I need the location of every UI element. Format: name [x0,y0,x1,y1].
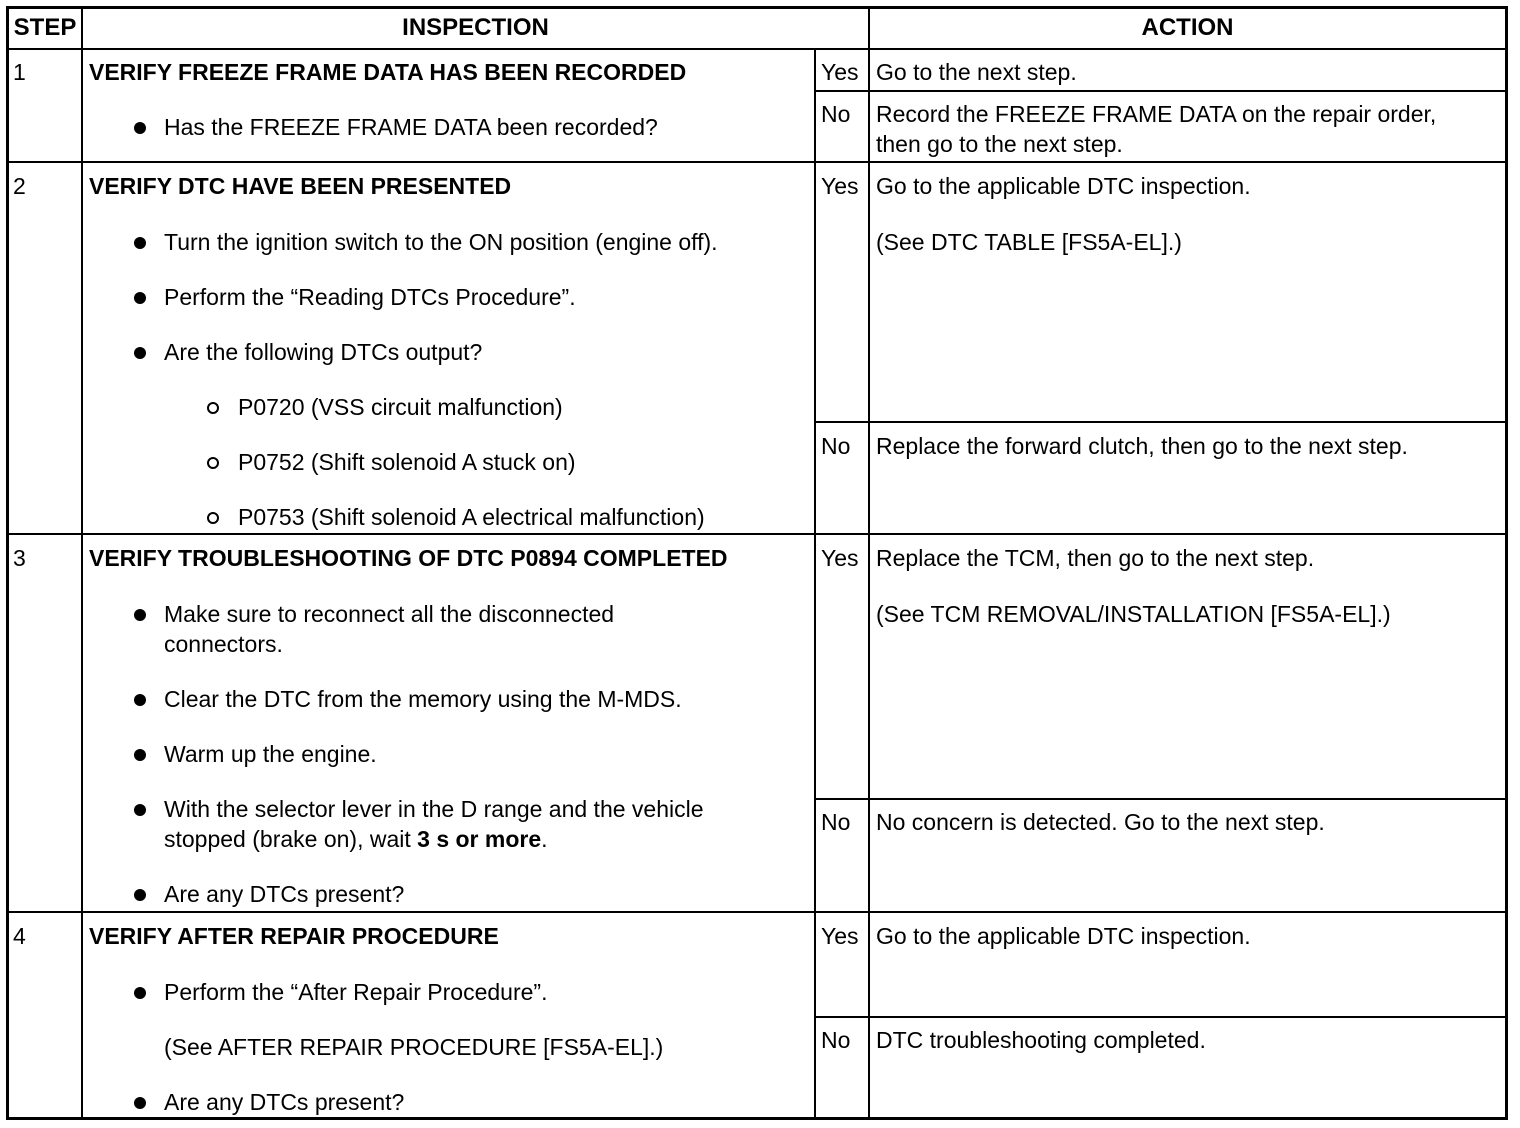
header-divider [9,48,1505,50]
yes-label: Yes [821,545,859,571]
step1-yes-no-divider [814,90,1505,92]
dtc-troubleshooting-table [6,6,1508,1120]
step-title: VERIFY TROUBLESHOOTING OF DTC P0894 COMPLETED [89,545,728,571]
no-label: No [821,809,851,835]
step-number: 1 [13,59,26,85]
no-label: No [821,101,851,127]
no-action-line: Record the FREEZE FRAME DATA on the repair order, [876,101,1437,127]
no-label: No [821,1027,851,1053]
step-number: 4 [13,923,26,949]
header-step: STEP [13,14,77,41]
inspection-item-line [164,824,548,854]
wait-time-emphasis: 3 s or more [417,826,542,852]
yes-action: Go to the next step. [876,59,1077,85]
col-divider-inspection [814,49,816,1117]
bullet-icon [134,749,146,761]
inspection-item: Perform the “After Repair Procedure”. [164,979,548,1005]
row-divider-3 [9,911,1505,913]
circle-bullet-icon [207,402,219,414]
no-action: No concern is detected. Go to the next step. [876,809,1325,835]
bullet-icon [134,987,146,999]
step-title: VERIFY AFTER REPAIR PROCEDURE [89,923,499,949]
inspection-item-line: Make sure to reconnect all the disconnected [164,601,615,627]
step-number: 2 [13,173,26,199]
inspection-item: Are the following DTCs output? [164,339,483,365]
bullet-icon [134,292,146,304]
yes-label: Yes [821,59,859,85]
inspection-item: Perform the “Reading DTCs Procedure”. [164,284,576,310]
bullet-icon [134,889,146,901]
dtc-subitem: P0720 (VSS circuit malfunction) [238,394,563,420]
inspection-item: Clear the DTC from the memory using the M-MDS. [164,686,682,712]
yes-reference: (See DTC TABLE [FS5A-EL].) [876,229,1182,255]
step3-yes-no-divider [814,798,1505,800]
inspection-item: Turn the ignition switch to the ON position (engine off). [164,229,718,255]
bullet-icon [134,347,146,359]
step-number: 3 [13,545,26,571]
yes-action: Go to the applicable DTC inspection. [876,923,1251,949]
yes-label: Yes [821,923,859,949]
inspection-item-text: stopped (brake on), wait [164,826,418,852]
step4-yes-no-divider [814,1016,1505,1018]
bullet-icon [134,1097,146,1109]
dtc-subitem: P0753 (Shift solenoid A electrical malfunction) [238,504,705,530]
header-action: ACTION [1141,14,1234,41]
bullet-icon [134,694,146,706]
col-divider-step [81,9,83,1117]
no-action: DTC troubleshooting completed. [876,1027,1206,1053]
col-divider-yesno [868,9,870,1117]
no-label: No [821,433,851,459]
no-action: Replace the forward clutch, then go to the next step. [876,433,1408,459]
inspection-item: Warm up the engine. [164,741,377,767]
inspection-item: Has the FREEZE FRAME DATA been recorded? [164,114,658,140]
step2-yes-no-divider [814,421,1505,423]
bullet-icon [134,609,146,621]
row-divider-2 [9,533,1505,535]
yes-action: Go to the applicable DTC inspection. [876,173,1251,199]
yes-reference: (See TCM REMOVAL/INSTALLATION [FS5A-EL].) [876,601,1391,627]
inspection-item-text: . [541,826,548,852]
yes-action: Replace the TCM, then go to the next step. [876,545,1315,571]
row-divider-1 [9,161,1505,163]
bullet-icon [134,122,146,134]
circle-bullet-icon [207,512,219,524]
inspection-item-line: With the selector lever in the D range and the vehicle [164,796,704,822]
bullet-icon [134,237,146,249]
bullet-icon [134,804,146,816]
circle-bullet-icon [207,457,219,469]
inspection-item: Are any DTCs present? [164,881,405,907]
inspection-item: Are any DTCs present? [164,1089,405,1115]
dtc-subitem: P0752 (Shift solenoid A stuck on) [238,449,576,475]
inspection-reference: (See AFTER REPAIR PROCEDURE [FS5A-EL].) [164,1034,664,1060]
inspection-item-line: connectors. [164,631,283,657]
header-inspection: INSPECTION [402,14,549,41]
yes-label: Yes [821,173,859,199]
no-action-line: then go to the next step. [876,131,1123,157]
step-title: VERIFY DTC HAVE BEEN PRESENTED [89,173,512,199]
step-title: VERIFY FREEZE FRAME DATA HAS BEEN RECORDED [89,59,687,85]
